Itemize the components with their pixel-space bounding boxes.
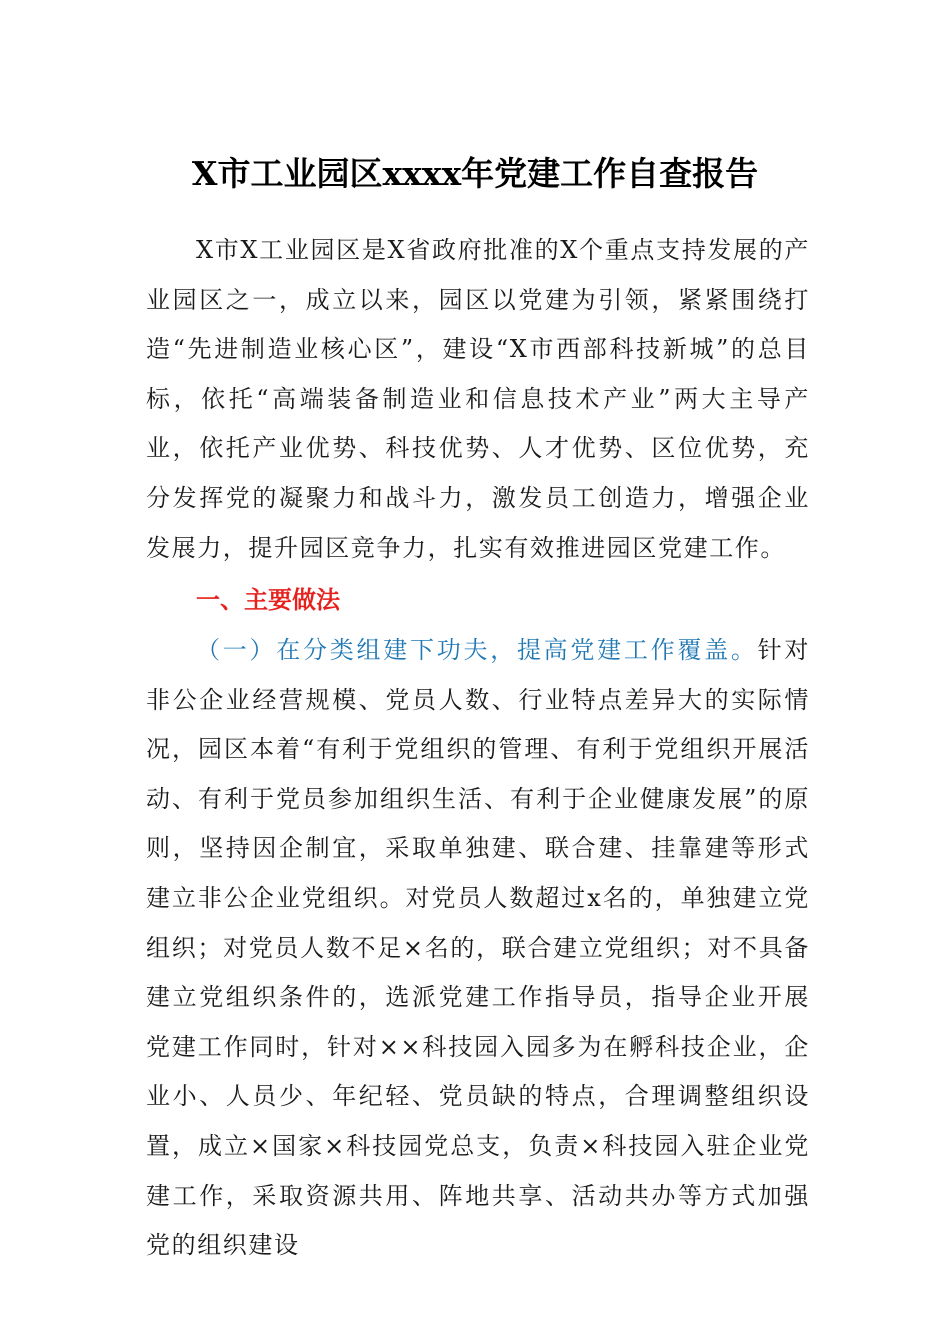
subsection-heading: （一）在分类组建下功夫，提高党建工作覆盖。 xyxy=(196,636,758,664)
section-heading: 一、主要做法 xyxy=(196,586,340,614)
intro-paragraph: X市X工业园区是X省政府批准的X个重点支持发展的产业园区之一，成立以来，园区以党建为引领，紧紧围绕打造“先进制造业核心区”，建设“X市西部科技新城”的总目标，依托“高端装备制造业和信息技术产业”两大主导产业，依托产业优势、科技优势、人才优势、区位优势，充分发挥党的凝聚力和战斗力，激发员工创造力，增强企业发展力，提升园区竞争力，扎实有效推进园区党建工作。 xyxy=(146,236,810,562)
subsection-body: 针对非公企业经营规模、党员人数、行业特点差异大的实际情况，园区本着“有利于党组织的管理、有利于党组织开展活动、有利于党员参加组织生活、有利于企业健康发展”的原则，坚持因企制宜，采取单独建、联合建、挂靠建等形式建立非公企业党组织。对党员人数超过x名的，单独建立党组织；对党员人数不足×名的，联合建立党组织；对不具备建立党组织条件的，选派党建工作指导员，指导企业开展党建工作同时，针对××科技园入园多为在孵科技企业，企业小、人员少、年纪轻、党员缺的特点，合理调整组织设置，成立×国家×科技园党总支，负责×科技园入驻企业党建工作，采取资源共用、阵地共享、活动共办等方式加强党的组织建设 xyxy=(146,636,811,1260)
subsection-paragraph xyxy=(146,626,810,1271)
page-title: X市工业园区xxxx年党建工作自查报告 xyxy=(191,154,759,193)
